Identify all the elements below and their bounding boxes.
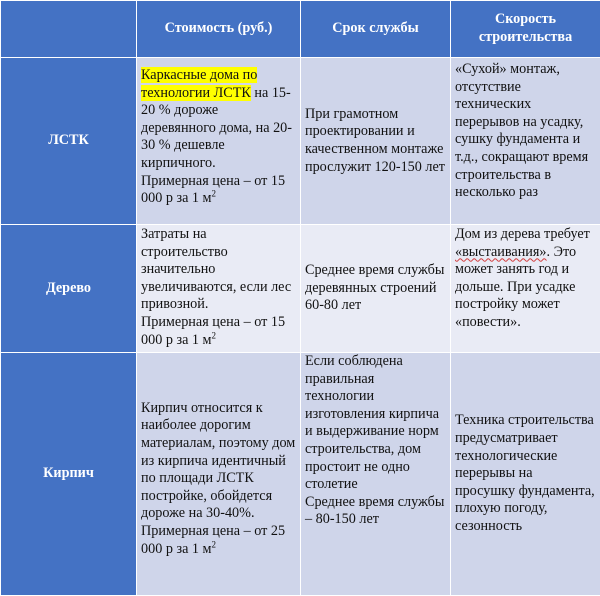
cell-speed-wood: Дом из дерева требует «выстаивания». Это может занять год и дольше. При усадке постройку может «повести». [451, 225, 600, 353]
table-row [1, 58, 600, 225]
cell-cost-wood: Затраты на строительство значительно увеличиваются, если лес привозной. Примерная цена – от 15 000 р за 1 $м^2$ [137, 225, 301, 353]
cost-text: Каркасные дома по технологии ЛСТК на 15-20 % дороже деревянного дома, на 20-30 % дешевле кирпичного. [141, 67, 296, 173]
highlighted-text: Каркасные дома по технологии ЛСТК [141, 67, 257, 101]
cell-speed-brick: Техника строительства предусматривает технологические перерывы на просушку фундамента, плохую погоду, сезонность [451, 353, 600, 596]
header-corner [1, 1, 137, 58]
spellcheck-underline: «выстаивания» [455, 244, 547, 260]
cell-cost-brick: Кирпич относится к наиболее дорогим материалам, поэтому дом из кирпича идентичный по площади ЛСТК постройке, обойдется дороже на 30-40%. Примерная цена – от 25 000 р за 1 $м^2$ [137, 353, 301, 596]
table-row [1, 225, 600, 353]
header-lifetime: Срок службы [301, 1, 451, 58]
cost-price: Примерная цена – от 15 000 р за 1 $м^2$ [141, 314, 296, 349]
cost-price: Примерная цена – от 25 000 р за 1 $м^2$ [141, 523, 296, 558]
header-speed: Скорость строительства [451, 1, 600, 58]
row-label-lstk: ЛСТК [1, 58, 137, 225]
cell-cost-lstk [137, 58, 301, 225]
table-row [1, 353, 600, 596]
row-label-brick: Кирпич [1, 353, 137, 596]
cell-lifetime-brick: Если соблюдена правильная технологии изготовления кирпича и выдерживание норм строительства, дом простоит не одно столетие Среднее время службы – 80-150 лет [301, 353, 451, 596]
header-cost: Стоимость (руб.) [137, 1, 301, 58]
row-label-wood: Дерево [1, 225, 137, 353]
cell-lifetime-lstk: При грамотном проектировании и качественном монтаже прослужит 120-150 лет [301, 58, 451, 225]
cell-lifetime-wood: Среднее время службы деревянных строений 60-80 лет [301, 225, 451, 353]
header-row [1, 1, 600, 58]
cell-speed-lstk: «Сухой» монтаж, отсутствие технических перерывов на усадку, сушку фундамента и т.д., сокращают время строительства в несколько раз [451, 58, 600, 225]
cost-price: Примерная цена – от 15 000 р за 1 $м^2$ [141, 173, 296, 208]
